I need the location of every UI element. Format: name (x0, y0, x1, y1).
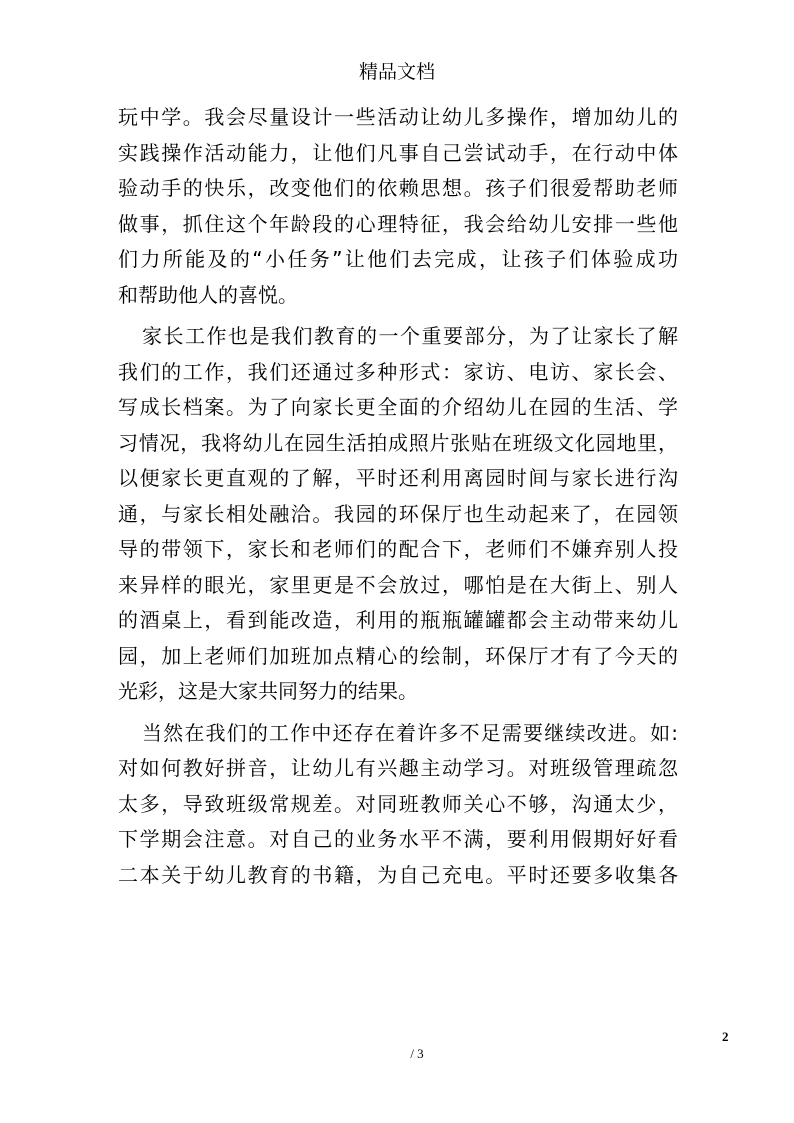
text-line: 二本关于幼儿教育的书籍，为自己充电。平时还要多收集各 (118, 862, 678, 887)
text-line: 我们的工作，我们还通过多种形式：家访、电访、家长会、 (118, 359, 678, 384)
text-line: 习情况，我将幼儿在园生活拍成照片张贴在班级文化园地里， (118, 430, 678, 455)
text-line: 的酒桌上，看到能改造，利用的瓶瓶罐罐都会主动带来幼儿 (118, 608, 678, 632)
text-line: 玩中学。我会尽量设计一些活动让幼儿多操作，增加幼儿的 (118, 105, 678, 129)
page-header: 精品文档 (358, 61, 435, 83)
text-line: 和帮助他人的喜悦。 (118, 282, 298, 307)
text-line: 来异样的眼光，家里更是不会放过，哪怕是在大街上、别人 (118, 572, 678, 597)
text-line: 实践操作活动能力，让他们凡事自己尝试动手，在行动中体 (118, 140, 678, 165)
page-total (0, 1047, 794, 1061)
text-line: 以便家长更直观的了解，平时还利用离园时间与家长进行沟 (118, 466, 678, 490)
text-line: 光彩，这是大家共同努力的结果。 (118, 679, 418, 703)
text-line: 太多，导致班级常规差。对同班教师关心不够，沟通太少， (118, 791, 678, 816)
text-line: 下学期会注意。对自己的业务水平不满，要利用假期好好看 (118, 827, 678, 851)
document-body (118, 100, 678, 893)
text-line: 导的带领下，家长和老师们的配合下，老师们不嫌弃别人投 (118, 537, 678, 561)
text-line: 验动手的快乐，改变他们的依赖思想。孩子们很爱帮助老师 (118, 176, 678, 200)
text-line: 家长工作也是我们教育的一个重要部分，为了让家长了解 (142, 324, 678, 348)
text-line: 们力所能及的“小任务”让他们去完成，让孩子们体验成功 (118, 247, 678, 271)
text-line: 做事，抓住这个年龄段的心理特征，我会给幼儿安排一些他 (118, 211, 678, 236)
text-line: 通，与家长相处融洽。我园的环保厅也生动起来了，在园领 (118, 501, 678, 526)
text-line: 园，加上老师们加班加点精心的绘制，环保厅才有了今天的 (118, 643, 678, 668)
text-line: 对如何教好拼音，让幼儿有兴趣主动学习。对班级管理疏忽 (118, 756, 678, 780)
text-line: 写成长档案。为了向家长更全面的介绍幼儿在园的生活、学 (118, 395, 678, 419)
text-line: 当然在我们的工作中还存在着许多不足需要继续改进。如: (142, 720, 678, 745)
page-total-label: / 3 (410, 1046, 424, 1061)
page-number: 2 (722, 1029, 729, 1044)
